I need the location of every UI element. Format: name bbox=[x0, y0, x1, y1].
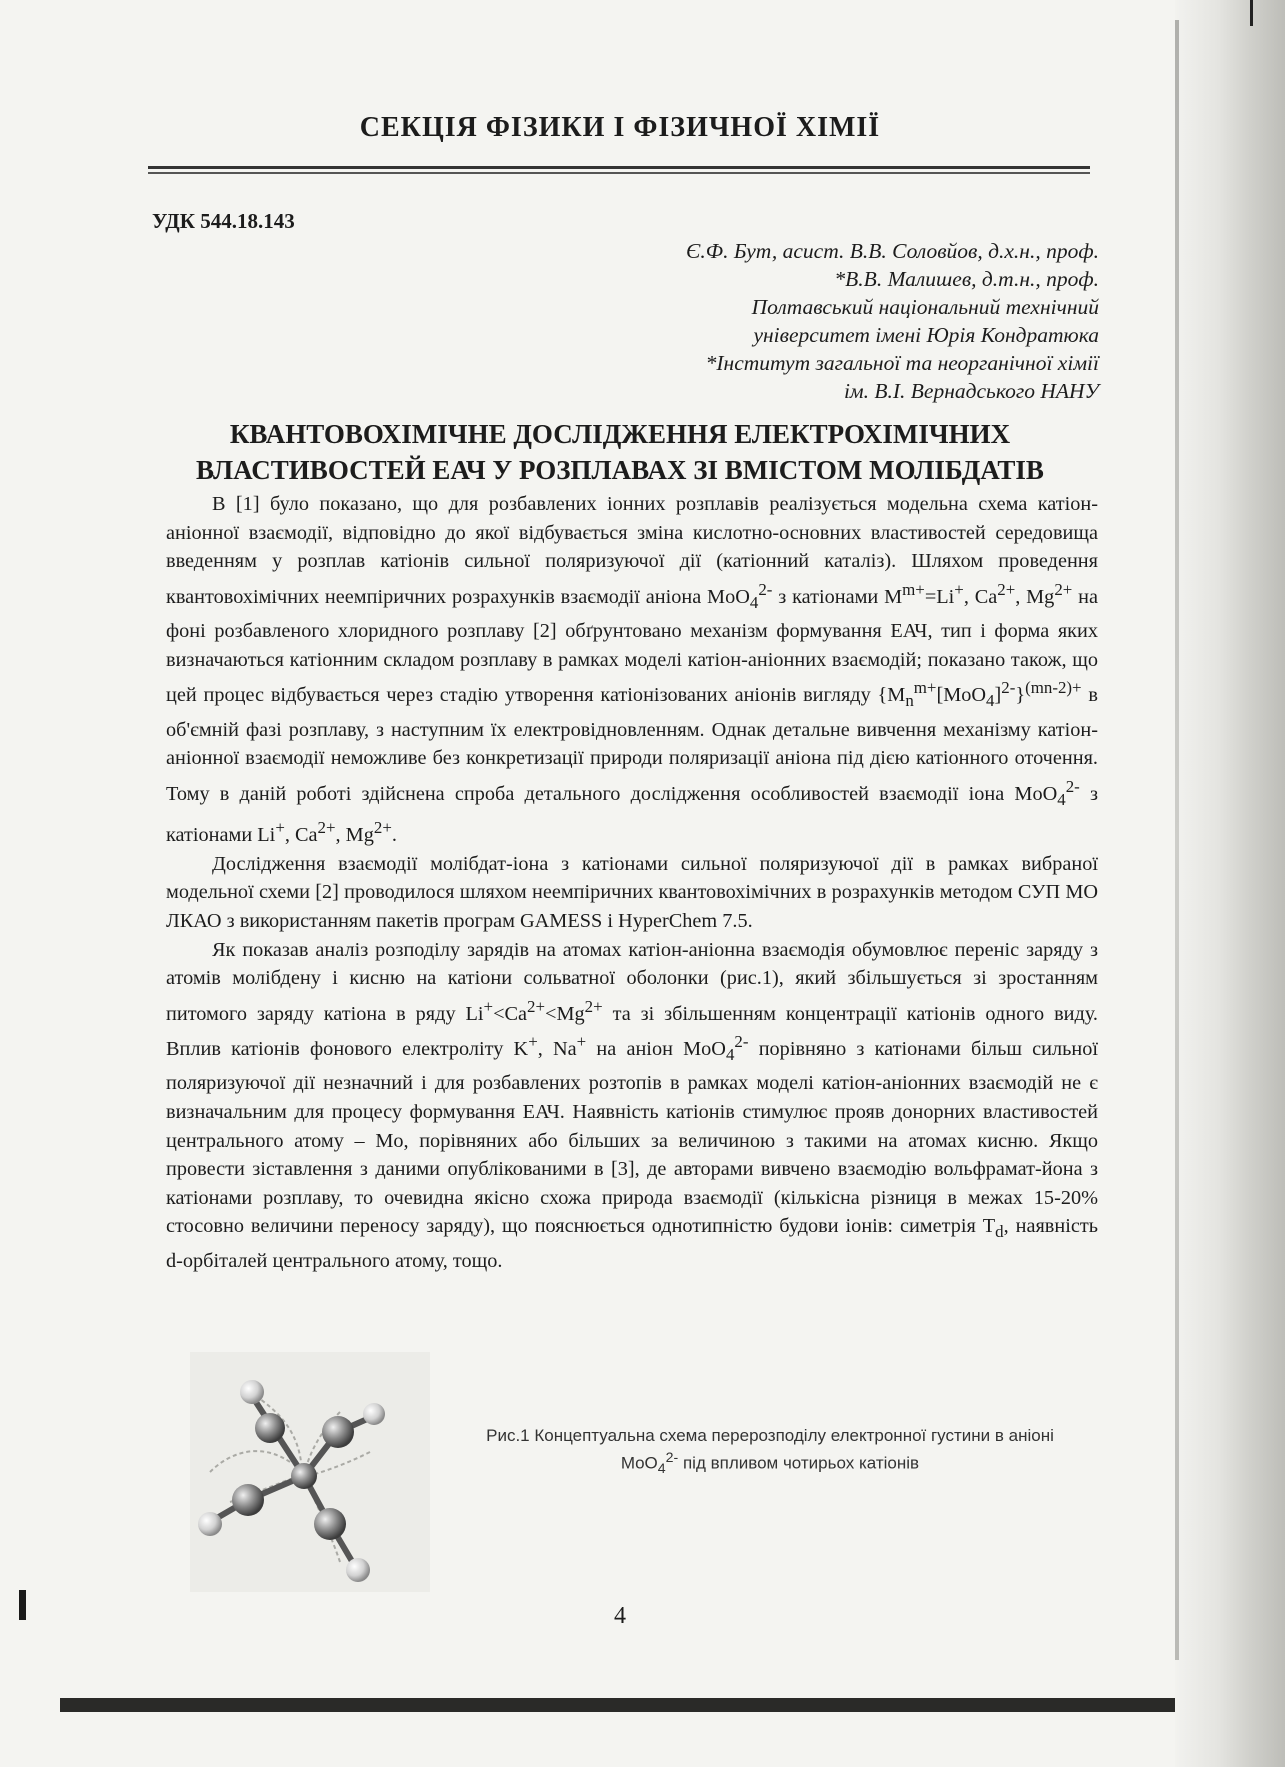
scan-mark-left bbox=[19, 1590, 26, 1620]
affiliation-line: *Інститут загальної та неорганічної хімії bbox=[705, 351, 1099, 375]
oxygen-atom bbox=[314, 1508, 346, 1540]
paragraph-1: В [1] було показано, що для розбавлених іонних розплавів реалізується модельна схема катіон-аніонної взаємодії, відповідно до якої відбувається зміна кислотно-основних властивостей середовища введенням у розплав катіонів сильної поляризуючої дії (катіонний каталіз). Шляхом проведення квантовохімічних неемпіричних розрахунків взаємодії аніона MoO$_4^{2-}$ з катіонами $M^{m+}=Li^+$, $Ca^{2+}$, $Mg^{2+}$ на фоні розбавленого хлоридного розплаву [2] обґрунтовано механізм формування ЕАЧ, тип і форма яких визначаються катіонним складом розплаву в рамках моделі катіон-аніонних взаємодій; показано також, що цей процес відбувається через стадію утворення катіонізованих аніонів вигляду $\{M_n^{m+}[MoO_4]^{2-}\}^{(mn-2)+}$ в об'ємній фазі розплаву, з наступним їх електровідновленням. Однак детальне вивчення механізму катіон-аніонної взаємодії неможливе без конкретизації природи поляризації аніона під дією катіонного оточення. Тому в даній роботі здійснена спроба детального дослідження особливостей взаємодії іона MoO$_4^{2-}$ з катіонами Li+, $Ca^{2+}$, $Mg^{2+}$. bbox=[166, 493, 1098, 847]
cation-atom bbox=[198, 1512, 222, 1536]
header-rule bbox=[148, 166, 1090, 169]
molecule-diagram bbox=[190, 1352, 430, 1592]
cation-atom bbox=[240, 1380, 264, 1404]
affiliation-line: університет імені Юрія Кондратюка bbox=[753, 323, 1099, 347]
udk-code: УДК 544.18.143 bbox=[152, 209, 295, 233]
section-title: СЕКЦІЯ ФІЗИКИ І ФІЗИЧНОЇ ХІМІЇ bbox=[359, 112, 881, 143]
caption-line-1: Рис.1 Концептуальна схема перерозподілу електронної густини в аніоні bbox=[486, 1426, 1054, 1445]
paragraph-3: Як показав аналіз розподілу зарядів на атомах катіон-аніонна взаємодія обумовлює переніс заряду з атомів молібдену і кисню на катіони сольватної оболонки (рис.1), який збільшується зі зростанням питомого заряду катіона в ряду $Li^+<Ca^{2+}<Mg^{2+}$ та зі збільшенням концентрації катіонів одного виду. Вплив катіонів фонового електроліту K+, Na+ на аніон MoO$_4^{2-}$ порівняно з катіонами більш сильної поляризуючої дії незначний і для розбавлених розтопів в рамках моделі катіон-аніонних взаємодій не є визначальним для процесу формування ЕАЧ. Наявність катіонів стимулює прояв донорних властивостей центрального атому – Mo, порівняних або більших за величиною з такими на атомах кисню. Якщо провести зіставлення з даними опублікованими в [3], де авторами вивчено взаємодію вольфрамат-йона з катіонами розплаву, то очевидна якісно схожа природа взаємодії (кількісна різниця в межах 15-20% стосовно величини переносу заряду), що пояснюється однотипністю будови іонів: симетрія $T_d$, наявність d-орбіталей центрального атому, тощо. bbox=[166, 938, 1098, 1273]
scan-edge-shadow bbox=[1175, 0, 1285, 1767]
figure-caption bbox=[440, 1424, 1100, 1481]
oxygen-atom bbox=[232, 1484, 264, 1516]
affiliation-line: Полтавський національний технічний bbox=[751, 295, 1099, 319]
body-text bbox=[166, 490, 1098, 1276]
author-block bbox=[499, 237, 1099, 405]
molecule-figure bbox=[190, 1352, 430, 1592]
scan-bottom-bar bbox=[60, 1698, 1175, 1712]
paragraph-2: Дослідження взаємодії молібдат-іона з катіонами сильної поляризуючої дії в рамках вибраної модельної схеми [2] проводилося шляхом неемпіричних квантовохімічних в розрахунків методом СУП МО ЛКАО з використанням пакетів програм GAMESS і HyperChem 7.5. bbox=[166, 852, 1098, 932]
page-number: 4 bbox=[614, 1603, 626, 1629]
paper-title-line: ВЛАСТИВОСТЕЙ ЕАЧ У РОЗПЛАВАХ ЗІ ВМІСТОМ МОЛІБДАТІВ bbox=[196, 455, 1044, 485]
author-line: Є.Ф. Бут, асист. В.В. Соловйов, д.х.н., проф. bbox=[686, 239, 1099, 263]
paper-title bbox=[148, 416, 1092, 488]
paper-title-line: КВАНТОВОХІМІЧНЕ ДОСЛІДЖЕННЯ ЕЛЕКТРОХІМІЧНИХ bbox=[229, 419, 1011, 449]
oxygen-atom bbox=[322, 1416, 354, 1448]
header-rule-thin bbox=[148, 172, 1090, 174]
cation-atom bbox=[346, 1558, 370, 1582]
cation-atom bbox=[363, 1403, 385, 1425]
caption-line-2: MoO$_4^{2-}$ під впливом чотирьох катіонів bbox=[620, 1450, 920, 1478]
scan-edge-line bbox=[1175, 20, 1179, 1660]
scan-mark-top bbox=[1250, 0, 1253, 26]
oxygen-atom bbox=[255, 1413, 285, 1443]
author-line: *В.В. Малишев, д.т.н., проф. bbox=[834, 267, 1099, 291]
molybdenum-atom bbox=[291, 1463, 317, 1489]
affiliation-line: ім. В.І. Вернадського НАНУ bbox=[843, 379, 1099, 403]
